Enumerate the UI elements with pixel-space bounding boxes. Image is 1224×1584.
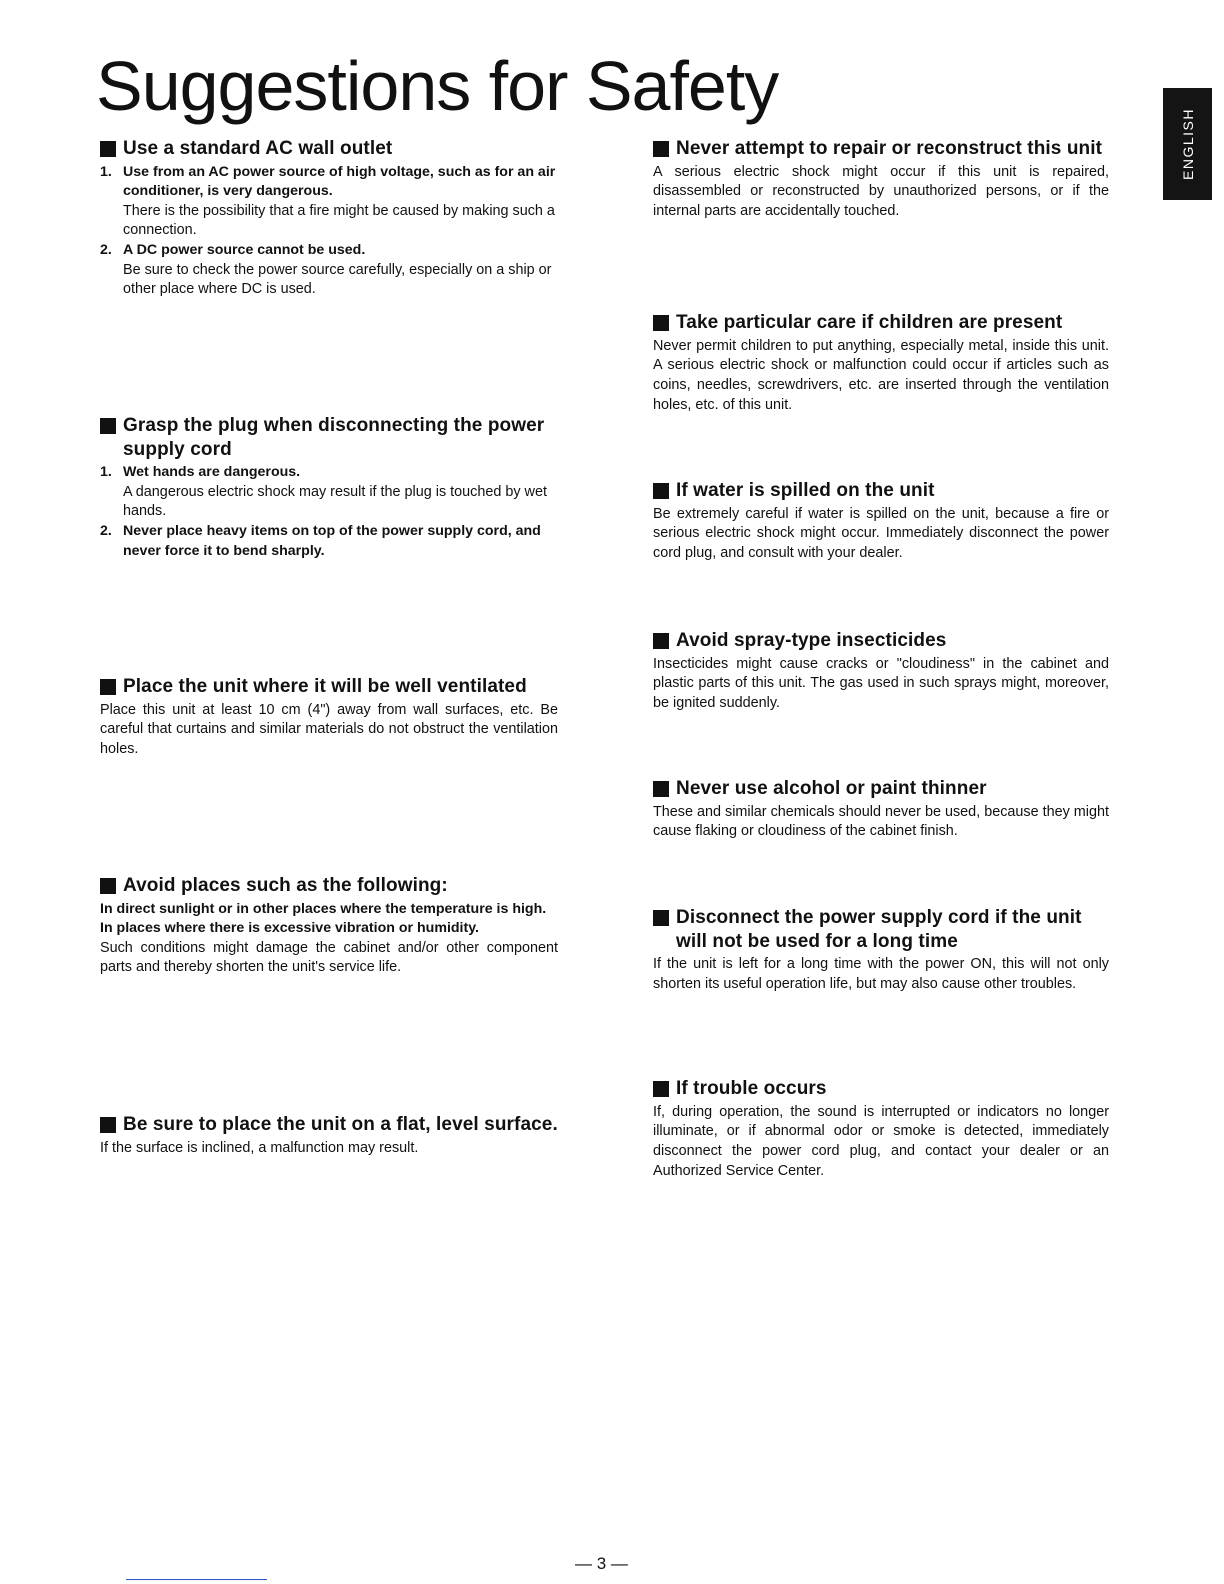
section-heading xyxy=(653,777,1109,801)
section-text: These and similar chemicals should never be used, because they might cause flaking or cloudiness of the cabinet finish. xyxy=(653,803,1109,840)
section-water-spilled xyxy=(653,479,1109,564)
bullet-icon xyxy=(653,781,669,797)
section-heading xyxy=(100,137,558,161)
section-disconnect-cord xyxy=(653,906,1109,995)
item-warning: Wet hands are dangerous. xyxy=(123,464,301,480)
section-heading-text: Take particular care if children are present xyxy=(676,312,1063,333)
item-warning: Never place heavy items on top of the power supply cord, and never force it to bend sharply. xyxy=(123,523,541,559)
section-heading-text: Never use alcohol or paint thinner xyxy=(676,778,987,799)
list-item xyxy=(100,163,558,242)
section-text: Place this unit at least 10 cm (4") away from wall surfaces, etc. Be careful that curtains and similar materials do not obstruct the ventilation holes. xyxy=(100,701,558,758)
item-text: A dangerous electric shock may result if the plug is touched by wet hands. xyxy=(123,483,547,520)
section-heading-text: If trouble occurs xyxy=(676,1078,827,1099)
section-ac-outlet xyxy=(100,137,558,300)
section-heading-text: Avoid spray-type insecticides xyxy=(676,630,947,651)
section-heading xyxy=(100,1113,558,1137)
section-text: A serious electric shock might occur if this unit is repaired, disassembled or reconstructed by unauthorized persons, or if the internal parts are accidentally touched. xyxy=(653,163,1109,220)
section-heading xyxy=(653,311,1109,335)
language-tab xyxy=(1163,88,1212,200)
item-warning: A DC power source cannot be used. xyxy=(123,242,366,259)
section-text: Insecticides might cause cracks or "cloudiness" in the cabinet and plastic parts of this unit. The gas used in such sprays might, moreover, be ignited suddenly. xyxy=(653,655,1109,712)
item-number: 1. xyxy=(100,163,112,180)
section-heading xyxy=(100,414,558,461)
section-heading xyxy=(100,874,558,898)
item-number: 2. xyxy=(100,523,112,540)
section-heading-text: Use a standard AC wall outlet xyxy=(123,138,393,159)
section-heading-text: Avoid places such as the following: xyxy=(123,875,448,896)
item-text: There is the possibility that a fire might be caused by making such a connection. xyxy=(123,202,555,239)
section-text: Such conditions might damage the cabinet and/or other component parts and thereby shorten the unit's service life. xyxy=(100,939,558,976)
bullet-icon xyxy=(653,910,669,926)
section-heading-text: Disconnect the power supply cord if the unit will not be used for a long time xyxy=(676,907,1082,952)
section-alcohol-thinner xyxy=(653,777,1109,842)
section-text: If the unit is left for a long time with the power ON, this will not only shorten its useful operation life, but may also cause other troubles. xyxy=(653,956,1109,992)
section-trouble xyxy=(653,1077,1109,1182)
section-level-surface xyxy=(100,1113,558,1158)
item-number: 2. xyxy=(100,242,112,259)
list-item xyxy=(100,241,558,300)
section-text: If, during operation, the sound is interrupted or indicators no longer illuminate, or if abnormal odor or smoke is detected, immediately disconnect the power cord plug, and contact your dealer or an Authorized Service Center. xyxy=(653,1103,1109,1179)
item-warning: Use from an AC power source of high voltage, such as for an air conditioner, is very dangerous. xyxy=(123,163,556,199)
bullet-icon xyxy=(100,679,116,695)
section-text: Never permit children to put anything, especially metal, inside this unit. A serious electric shock or malfunction could occur if articles such as coins, needles, screwdrivers, etc. are inserted through the ventilation holes, etc. of this unit. xyxy=(653,337,1109,413)
section-avoid-places xyxy=(100,874,558,978)
list-item xyxy=(100,463,558,522)
section-heading-text: Be sure to place the unit on a flat, level surface. xyxy=(123,1114,558,1135)
section-heading-text: Never attempt to repair or reconstruct this unit xyxy=(676,138,1103,159)
section-heading xyxy=(100,675,558,699)
bullet-icon xyxy=(653,315,669,331)
bullet-icon xyxy=(100,418,116,434)
page-number: — 3 — xyxy=(575,1554,628,1573)
footer-rule xyxy=(126,1579,267,1580)
section-heading xyxy=(653,137,1109,161)
list-item xyxy=(100,522,558,561)
section-children xyxy=(653,311,1109,416)
page-title: Suggestions for Safety xyxy=(96,47,779,125)
section-heading xyxy=(653,906,1109,953)
section-heading-text: Grasp the plug when disconnecting the power supply cord xyxy=(123,415,545,460)
section-grasp-plug xyxy=(100,414,558,561)
section-text: Be extremely careful if water is spilled on the unit, because a fire or serious electric shock might occur. Immediately disconnect the power cord plug, and consult with your dealer. xyxy=(653,505,1109,562)
section-text: If the surface is inclined, a malfunction may result. xyxy=(100,1139,419,1156)
bullet-icon xyxy=(653,633,669,649)
bullet-icon xyxy=(100,878,116,894)
section-heading-text: Place the unit where it will be well ventilated xyxy=(123,676,527,697)
numbered-list xyxy=(100,163,558,301)
section-insecticides xyxy=(653,629,1109,714)
bullet-icon xyxy=(100,141,116,157)
item-number: 1. xyxy=(100,464,112,480)
numbered-list xyxy=(100,463,558,561)
section-warning: In places where there is excessive vibration or humidity. xyxy=(100,920,480,936)
section-ventilation xyxy=(100,675,558,760)
section-heading xyxy=(653,1077,1109,1101)
bullet-icon xyxy=(653,1081,669,1097)
item-text: Be sure to check the power source carefully, especially on a ship or other place where DC is used. xyxy=(123,261,552,298)
bullet-icon xyxy=(653,483,669,499)
section-heading-text: If water is spilled on the unit xyxy=(676,480,935,501)
language-tab-label: ENGLISH xyxy=(1179,108,1196,180)
section-heading xyxy=(653,629,1109,653)
section-warning: In direct sunlight or in other places where the temperature is high. xyxy=(100,900,547,917)
bullet-icon xyxy=(100,1117,116,1133)
section-never-repair xyxy=(653,137,1109,222)
section-heading xyxy=(653,479,1109,503)
bullet-icon xyxy=(653,141,669,157)
